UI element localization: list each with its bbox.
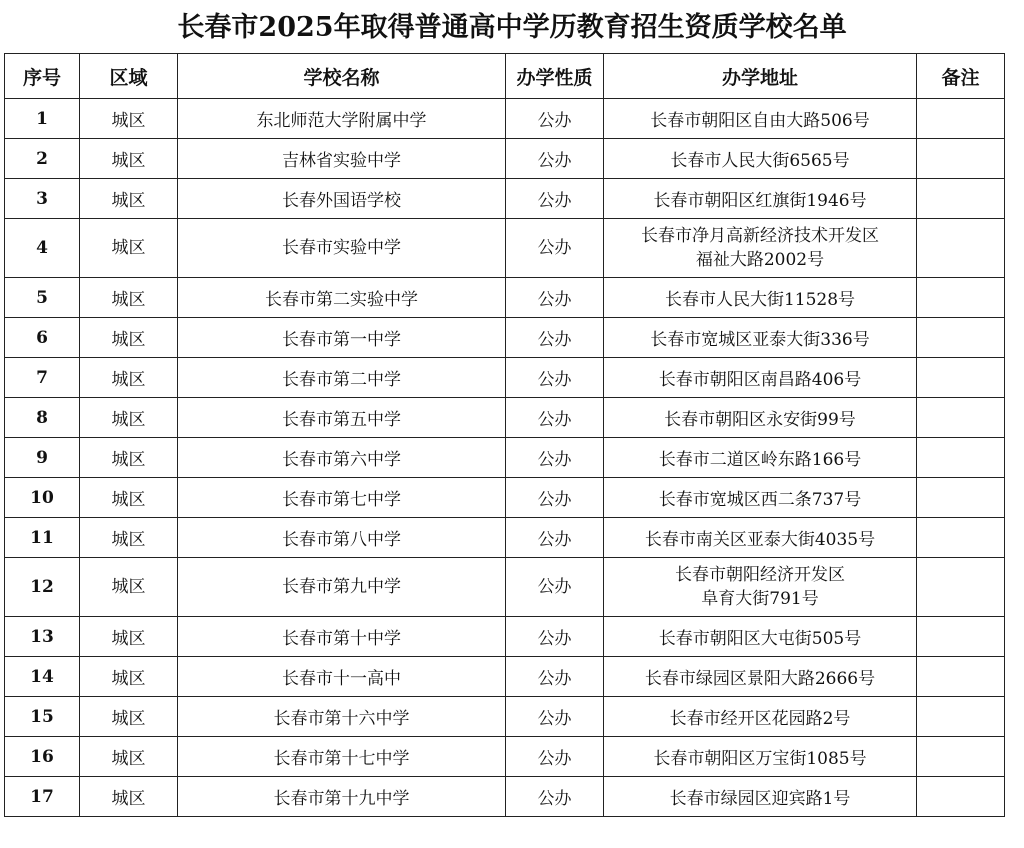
row-address	[604, 179, 917, 219]
row-school-name: 长春市第十九中学	[178, 777, 506, 817]
table-row	[5, 358, 1005, 398]
row-district: 城区	[80, 737, 178, 777]
table-row	[5, 219, 1005, 278]
address-line: 长春市二道区岭东路166号	[658, 450, 862, 470]
row-nature: 公办	[506, 657, 604, 697]
row-index: 3	[5, 179, 80, 219]
table-header-row	[5, 54, 1005, 99]
table-row	[5, 617, 1005, 657]
row-address	[604, 438, 917, 478]
row-district: 城区	[80, 278, 178, 318]
row-index: 15	[5, 697, 80, 737]
row-nature: 公办	[506, 358, 604, 398]
row-remarks	[917, 278, 1005, 318]
row-remarks	[917, 398, 1005, 438]
address-line: 长春市人民大街11528号	[664, 290, 856, 310]
table-row	[5, 438, 1005, 478]
row-remarks	[917, 518, 1005, 558]
row-school-name: 长春市第二实验中学	[178, 278, 506, 318]
row-index: 2	[5, 139, 80, 179]
table-row	[5, 179, 1005, 219]
document-title: 长春市2025年取得普通高中学历教育招生资质学校名单	[177, 12, 847, 43]
address-line: 长春市绿园区景阳大路2666号	[644, 669, 876, 689]
row-index: 9	[5, 438, 80, 478]
row-district: 城区	[80, 219, 178, 278]
row-district: 城区	[80, 657, 178, 697]
row-district: 城区	[80, 318, 178, 358]
address-line: 长春市宽城区西二条737号	[658, 490, 862, 510]
address-line: 长春市朝阳区自由大路506号	[650, 111, 870, 131]
row-nature: 公办	[506, 398, 604, 438]
address-line: 长春市南关区亚泰大街4035号	[644, 530, 876, 550]
table-row	[5, 478, 1005, 518]
row-school-name: 长春市十一高中	[178, 657, 506, 697]
row-district: 城区	[80, 99, 178, 139]
address-line: 长春市朝阳区红旗街1946号	[653, 191, 867, 211]
row-nature: 公办	[506, 697, 604, 737]
address-line: 阜育大街791号	[701, 589, 819, 609]
row-school-name: 长春市第六中学	[178, 438, 506, 478]
row-index: 8	[5, 398, 80, 438]
row-district: 城区	[80, 617, 178, 657]
row-nature: 公办	[506, 179, 604, 219]
row-school-name: 长春市实验中学	[178, 219, 506, 278]
row-address	[604, 737, 917, 777]
row-nature: 公办	[506, 558, 604, 617]
table-row	[5, 558, 1005, 617]
row-remarks	[917, 617, 1005, 657]
table-row	[5, 518, 1005, 558]
row-address	[604, 278, 917, 318]
row-remarks	[917, 558, 1005, 617]
row-school-name: 长春市第九中学	[178, 558, 506, 617]
row-district: 城区	[80, 398, 178, 438]
row-district: 城区	[80, 558, 178, 617]
row-index: 10	[5, 478, 80, 518]
address-line: 长春市朝阳区大屯街505号	[658, 629, 862, 649]
row-index: 12	[5, 558, 80, 617]
row-remarks	[917, 478, 1005, 518]
school-list-table	[4, 53, 1005, 817]
row-district: 城区	[80, 478, 178, 518]
row-district: 城区	[80, 139, 178, 179]
row-index: 5	[5, 278, 80, 318]
row-index: 14	[5, 657, 80, 697]
row-address	[604, 558, 917, 617]
address-line: 长春市朝阳区万宝街1085号	[653, 749, 867, 769]
address-line: 长春市朝阳区永安街99号	[664, 410, 856, 430]
row-index: 13	[5, 617, 80, 657]
row-remarks	[917, 657, 1005, 697]
row-nature: 公办	[506, 139, 604, 179]
row-district: 城区	[80, 518, 178, 558]
row-address	[604, 617, 917, 657]
row-address	[604, 219, 917, 278]
address-line: 长春市净月高新经济技术开发区	[641, 226, 879, 246]
row-remarks	[917, 99, 1005, 139]
table-row	[5, 777, 1005, 817]
table-row	[5, 657, 1005, 697]
row-index: 6	[5, 318, 80, 358]
row-index: 1	[5, 99, 80, 139]
row-remarks	[917, 777, 1005, 817]
row-district: 城区	[80, 697, 178, 737]
row-school-name: 长春市第十六中学	[178, 697, 506, 737]
row-index: 7	[5, 358, 80, 398]
address-line: 长春市经开区花园路2号	[669, 709, 851, 729]
row-school-name: 长春市第八中学	[178, 518, 506, 558]
row-remarks	[917, 318, 1005, 358]
table-row	[5, 139, 1005, 179]
row-remarks	[917, 697, 1005, 737]
row-school-name: 长春外国语学校	[178, 179, 506, 219]
table-row	[5, 99, 1005, 139]
row-address	[604, 657, 917, 697]
row-school-name: 东北师范大学附属中学	[178, 99, 506, 139]
address-line: 长春市朝阳经济开发区	[675, 565, 845, 585]
address-line: 长春市宽城区亚泰大街336号	[650, 330, 870, 350]
row-school-name: 长春市第五中学	[178, 398, 506, 438]
row-nature: 公办	[506, 318, 604, 358]
row-nature: 公办	[506, 219, 604, 278]
row-index: 4	[5, 219, 80, 278]
row-address	[604, 318, 917, 358]
row-address	[604, 518, 917, 558]
row-index: 17	[5, 777, 80, 817]
row-remarks	[917, 219, 1005, 278]
row-district: 城区	[80, 358, 178, 398]
row-remarks	[917, 139, 1005, 179]
row-remarks	[917, 179, 1005, 219]
row-school-name: 长春市第一中学	[178, 318, 506, 358]
row-address	[604, 777, 917, 817]
row-school-name: 长春市第十中学	[178, 617, 506, 657]
address-line: 长春市绿园区迎宾路1号	[669, 789, 851, 809]
table-body	[5, 99, 1005, 817]
table-row	[5, 737, 1005, 777]
header-school-name: 学校名称	[178, 54, 506, 99]
row-index: 11	[5, 518, 80, 558]
row-address	[604, 697, 917, 737]
row-remarks	[917, 358, 1005, 398]
row-nature: 公办	[506, 777, 604, 817]
row-address	[604, 139, 917, 179]
header-index: 序号	[5, 54, 80, 99]
row-address	[604, 478, 917, 518]
header-nature: 办学性质	[506, 54, 604, 99]
row-school-name: 长春市第七中学	[178, 478, 506, 518]
table-row	[5, 278, 1005, 318]
table-row	[5, 697, 1005, 737]
row-index: 16	[5, 737, 80, 777]
row-nature: 公办	[506, 518, 604, 558]
row-nature: 公办	[506, 438, 604, 478]
row-school-name: 长春市第十七中学	[178, 737, 506, 777]
row-nature: 公办	[506, 478, 604, 518]
address-line: 长春市人民大街6565号	[670, 151, 850, 171]
row-address	[604, 99, 917, 139]
table-row	[5, 318, 1005, 358]
header-district: 区域	[80, 54, 178, 99]
row-nature: 公办	[506, 617, 604, 657]
row-district: 城区	[80, 777, 178, 817]
row-remarks	[917, 737, 1005, 777]
header-address: 办学地址	[604, 54, 917, 99]
row-nature: 公办	[506, 278, 604, 318]
row-school-name: 长春市第二中学	[178, 358, 506, 398]
row-remarks	[917, 438, 1005, 478]
row-district: 城区	[80, 179, 178, 219]
row-address	[604, 358, 917, 398]
row-district: 城区	[80, 438, 178, 478]
table-row	[5, 398, 1005, 438]
row-nature: 公办	[506, 99, 604, 139]
header-remarks: 备注	[917, 54, 1005, 99]
row-school-name: 吉林省实验中学	[178, 139, 506, 179]
row-nature: 公办	[506, 737, 604, 777]
row-address	[604, 398, 917, 438]
address-line: 长春市朝阳区南昌路406号	[658, 370, 862, 390]
address-line: 福祉大路2002号	[695, 250, 825, 270]
